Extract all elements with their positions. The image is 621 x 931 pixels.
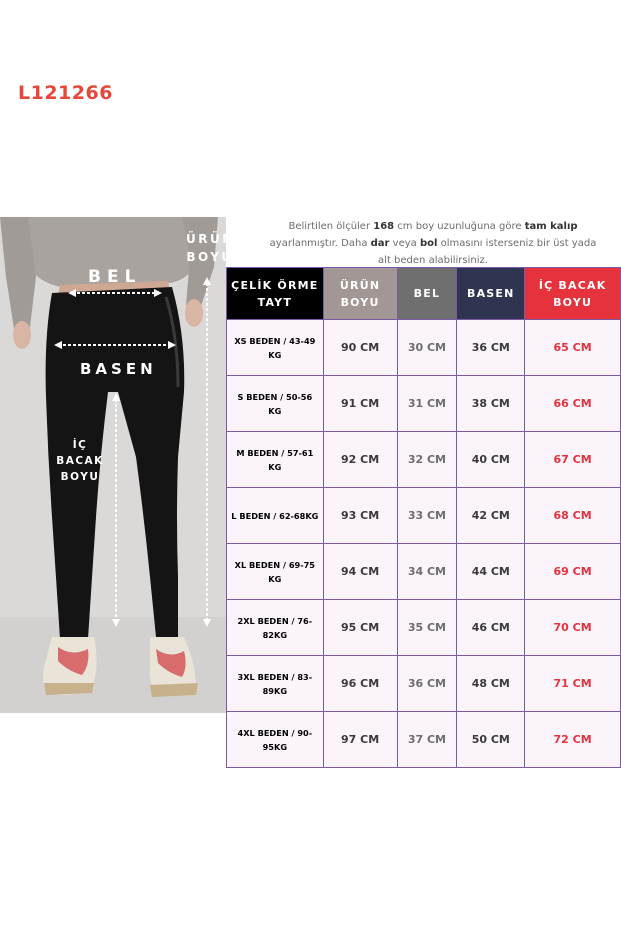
inner-leg-cell: 69 CM — [525, 544, 621, 600]
product-length-cell: 96 CM — [323, 656, 397, 712]
waist-cell: 31 CM — [397, 376, 457, 432]
product-length-cell: 95 CM — [323, 600, 397, 656]
header-tights-line1: ÇELİK ÖRME — [231, 278, 319, 292]
table-row — [227, 544, 621, 600]
size-note — [262, 218, 604, 269]
inner-leg-cell: 67 CM — [525, 432, 621, 488]
inner-leg-cell: 65 CM — [525, 320, 621, 376]
model-photo — [0, 217, 226, 713]
table-header-row — [227, 268, 621, 320]
inner-leg-cell: 68 CM — [525, 488, 621, 544]
size-table — [226, 267, 621, 768]
note-text-5: olmasını isterseniz bir üst yada alt beden alabilirsiniz. — [378, 238, 597, 266]
size-cell: L BEDEN / 62-68KG — [227, 488, 324, 544]
note-text-1: Belirtilen ölçüler — [288, 221, 374, 232]
hip-cell: 36 CM — [457, 320, 525, 376]
inner-leg-label-line1: İÇ — [72, 439, 88, 451]
waist-cell: 37 CM — [397, 712, 457, 768]
inner-leg-label-line2: BACAK — [56, 455, 104, 467]
product-length-cell: 94 CM — [323, 544, 397, 600]
size-cell: 2XL BEDEN / 76-82KG — [227, 600, 324, 656]
product-length-label-line1: ÜRÜN — [186, 232, 235, 246]
waist-label: BEL — [88, 267, 142, 287]
table-row — [227, 656, 621, 712]
table-row — [227, 376, 621, 432]
waist-cell: 32 CM — [397, 432, 457, 488]
header-product-length-line1: ÜRÜN — [339, 278, 381, 292]
hip-cell: 38 CM — [457, 376, 525, 432]
hip-label: BASEN — [80, 360, 157, 378]
size-cell: 3XL BEDEN / 83-89KG — [227, 656, 324, 712]
header-inner-leg — [525, 268, 621, 320]
table-row — [227, 432, 621, 488]
hip-cell: 46 CM — [457, 600, 525, 656]
table-row — [227, 712, 621, 768]
header-inner-leg-line1: İÇ BACAK — [538, 278, 607, 292]
leggings-illustration — [0, 217, 226, 713]
hip-cell: 44 CM — [457, 544, 525, 600]
inner-leg-cell: 71 CM — [525, 656, 621, 712]
note-height: 168 — [373, 221, 395, 232]
hip-cell: 48 CM — [457, 656, 525, 712]
header-hip: BASEN — [457, 268, 525, 320]
inner-leg-cell: 70 CM — [525, 600, 621, 656]
hip-cell: 50 CM — [457, 712, 525, 768]
table-body — [227, 320, 621, 768]
waist-cell: 36 CM — [397, 656, 457, 712]
product-length-cell: 93 CM — [323, 488, 397, 544]
size-cell: S BEDEN / 50-56 KG — [227, 376, 324, 432]
product-code: L121266 — [18, 82, 113, 104]
waist-cell: 34 CM — [397, 544, 457, 600]
table-row — [227, 320, 621, 376]
note-text-4: veya — [389, 238, 420, 249]
size-cell: XS BEDEN / 43-49 KG — [227, 320, 324, 376]
product-length-cell: 90 CM — [323, 320, 397, 376]
size-cell: M BEDEN / 57-61 KG — [227, 432, 324, 488]
header-inner-leg-line2: BOYU — [553, 295, 593, 309]
inner-leg-cell: 66 CM — [525, 376, 621, 432]
product-length-cell: 97 CM — [323, 712, 397, 768]
inner-leg-label-line3: BOYU — [60, 471, 100, 483]
product-length-label — [186, 230, 234, 266]
waist-cell: 33 CM — [397, 488, 457, 544]
note-fit: tam kalıp — [524, 221, 578, 232]
note-text-3: ayarlanmıştır. Daha — [269, 238, 371, 249]
hip-cell: 42 CM — [457, 488, 525, 544]
table-row — [227, 600, 621, 656]
waist-cell: 35 CM — [397, 600, 457, 656]
note-text-2: cm boy uzunluğuna göre — [394, 221, 525, 232]
header-waist: BEL — [397, 268, 457, 320]
product-length-cell: 91 CM — [323, 376, 397, 432]
note-loose: bol — [419, 238, 438, 249]
inner-leg-label — [50, 437, 110, 485]
header-tights-line2: TAYT — [257, 295, 293, 309]
hip-cell: 40 CM — [457, 432, 525, 488]
product-length-cell: 92 CM — [323, 432, 397, 488]
size-cell: XL BEDEN / 69-75 KG — [227, 544, 324, 600]
product-length-label-line2: BOYU — [186, 250, 234, 264]
note-tight: dar — [370, 238, 390, 249]
size-cell: 4XL BEDEN / 90-95KG — [227, 712, 324, 768]
header-product-length-line2: BOYU — [340, 295, 380, 309]
inner-leg-cell: 72 CM — [525, 712, 621, 768]
header-product-length — [323, 268, 397, 320]
header-tights — [227, 268, 324, 320]
table-row — [227, 488, 621, 544]
waist-cell: 30 CM — [397, 320, 457, 376]
